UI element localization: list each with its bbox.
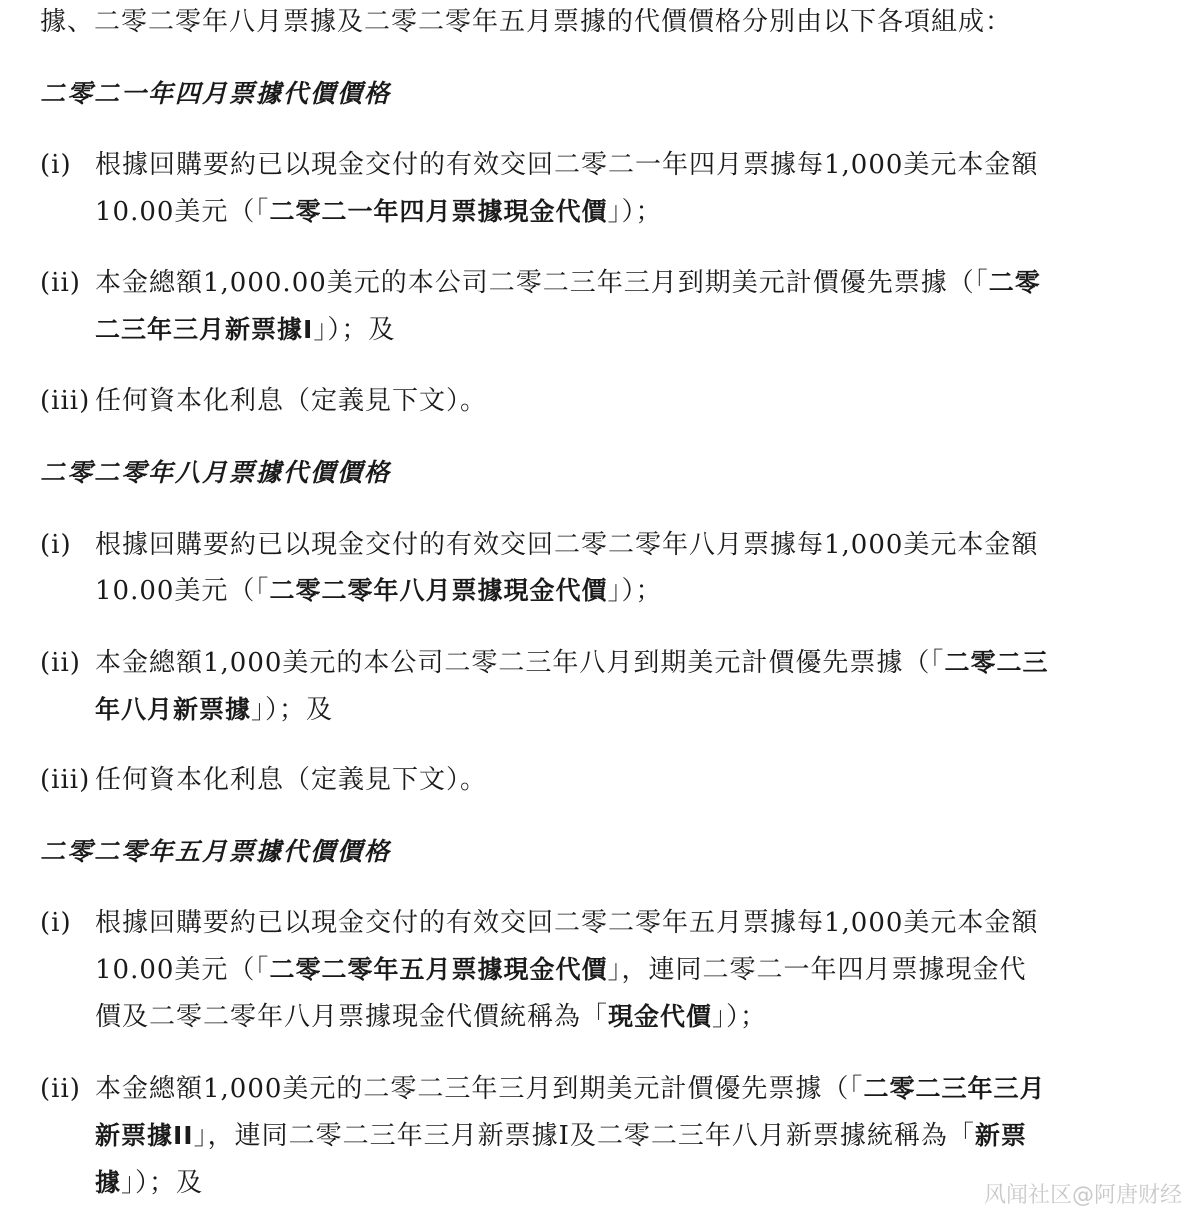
defined-term: 二零二零年五月票據現金代價 <box>269 955 608 984</box>
item-text <box>95 647 1048 679</box>
text-run: 本金總額1,000美元的二零二三年三月到期美元計價優先票據（「 <box>95 1074 864 1104</box>
defined-term: 二零 <box>988 268 1041 297</box>
item-text <box>95 1073 1045 1105</box>
item-text-cont <box>95 1167 203 1199</box>
defined-term: 二零二三 <box>944 648 1049 677</box>
defined-term: 新票據II <box>95 1121 194 1150</box>
section-heading-may-2020: 二零二零年五月票據代價價格 <box>40 837 392 866</box>
text-run: 」）； <box>712 1002 768 1032</box>
defined-term: 二三年三月新票據I <box>95 315 314 344</box>
text-run: 」）；及 <box>121 1168 204 1198</box>
item-text: 根據回購要約已以現金交付的有效交回二零二零年五月票據每1,000美元本金額 <box>95 908 1039 938</box>
text-run: 10.00美元（「 <box>95 197 270 227</box>
text-run: 價及二零二零年八月票據現金代價統稱為「 <box>95 1002 609 1032</box>
item-label: (ii) <box>40 268 81 298</box>
text-run: 本金總額1,000美元的本公司二零二三年八月到期美元計價優先票據（「 <box>95 648 945 678</box>
item-text: 任何資本化利息（定義見下文）。 <box>95 765 488 795</box>
text-run: 」）；及 <box>313 315 396 345</box>
defined-term: 二零二三年三月 <box>863 1074 1046 1103</box>
item-text-cont <box>95 954 1026 986</box>
intro-text: 據、二零二零年八月票據及二零二零年五月票據的代價價格分別由以下各項組成： <box>40 7 1013 37</box>
text-run: 」，連同二零二三年三月新票據I及二零二三年八月新票據統稱為「 <box>193 1121 975 1151</box>
text-run: 10.00美元（「 <box>95 955 270 985</box>
section-heading-april-2021: 二零二一年四月票據代價價格 <box>40 79 392 108</box>
defined-term: 年八月新票據 <box>95 695 252 724</box>
item-text: 根據回購要約已以現金交付的有效交回二零二零年八月票據每1,000美元本金額 <box>95 530 1039 560</box>
defined-term: 據 <box>95 1168 122 1197</box>
item-label: (ii) <box>40 1074 81 1104</box>
section-heading-august-2020: 二零二零年八月票據代價價格 <box>40 458 392 487</box>
item-label: (i) <box>40 530 72 560</box>
item-text-cont <box>95 1120 1027 1152</box>
defined-term: 二零二一年四月票據現金代價 <box>269 197 608 226</box>
item-text-cont <box>95 575 662 607</box>
item-text-cont <box>95 1001 767 1033</box>
item-text: 根據回購要約已以現金交付的有效交回二零二一年四月票據每1,000美元本金額 <box>95 150 1039 180</box>
item-text: 任何資本化利息（定義見下文）。 <box>95 386 488 416</box>
defined-term: 二零二零年八月票據現金代價 <box>269 576 608 605</box>
item-text <box>95 267 1041 299</box>
text-run: 」，連同二零二一年四月票據現金代 <box>607 955 1027 985</box>
item-label: (iii) <box>40 765 91 795</box>
text-run: 」）； <box>607 197 663 227</box>
item-label: (i) <box>40 150 72 180</box>
item-label: (ii) <box>40 648 81 678</box>
item-text-cont <box>95 694 333 726</box>
defined-term: 新票 <box>974 1121 1027 1150</box>
item-label: (i) <box>40 908 72 938</box>
text-run: 10.00美元（「 <box>95 576 270 606</box>
watermark: 风闻社区@阿唐财经 <box>983 1183 1182 1208</box>
item-label: (iii) <box>40 386 91 416</box>
text-run: 」）； <box>607 576 663 606</box>
text-run: 」）；及 <box>251 695 334 725</box>
text-run: 本金總額1,000.00美元的本公司二零二三年三月到期美元計價優先票據（「 <box>95 268 989 298</box>
item-text-cont <box>95 196 662 228</box>
defined-term: 現金代價 <box>608 1002 713 1031</box>
item-text-cont <box>95 314 395 346</box>
